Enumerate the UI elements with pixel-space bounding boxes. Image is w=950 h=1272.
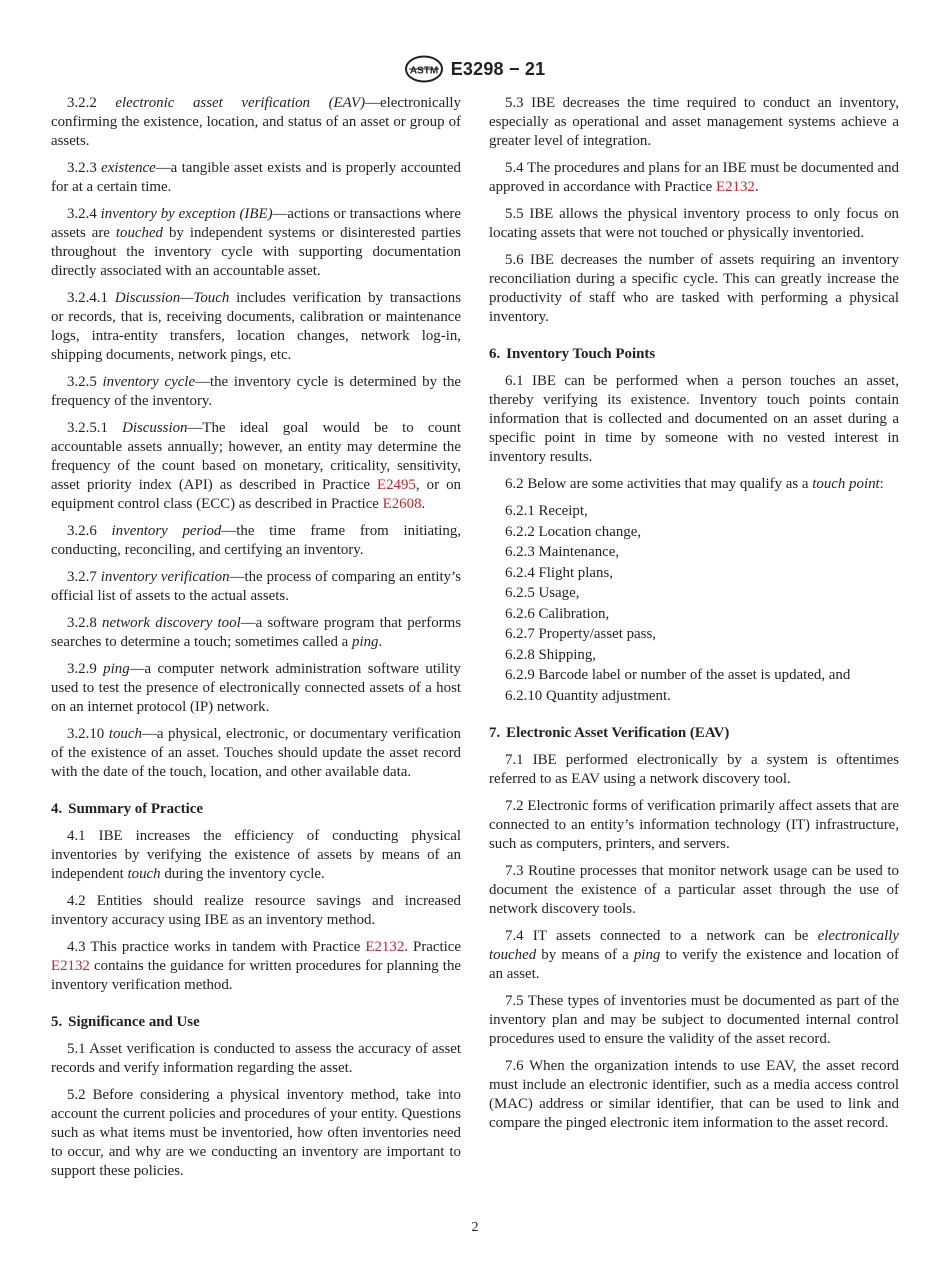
- text-run: 7.5 These types of inventories must be documented as part of the inventory plan and may be subject to documented internal control procedures used to ensure the validity of the asset record.: [489, 992, 899, 1047]
- astm-logo-text: ASTM: [409, 65, 438, 77]
- italic-term: network discovery tool: [102, 615, 241, 631]
- italic-term: touch point: [812, 476, 880, 492]
- text-run: 3.2.3: [67, 160, 102, 176]
- italic-term: inventory verification: [100, 569, 230, 585]
- document-designation: E3298 − 21: [450, 58, 546, 79]
- text-run: 3.2.6: [67, 523, 112, 539]
- text-run: —electronically confirming the existence, location, and status of an asset or group of assets.: [51, 95, 461, 149]
- section-title: Summary of Practice: [68, 801, 203, 817]
- italic-term: Discussion—Touch: [114, 290, 230, 306]
- paragraph: [51, 1040, 461, 1078]
- text-run: 4.3 This practice works in tandem with Practice: [67, 939, 366, 955]
- text-run: 5.1 Asset verification is conducted to assess the accuracy of asset records and verify information regarding the asset.: [51, 1041, 461, 1076]
- text-run: 3.2.10: [67, 726, 109, 742]
- text-run: —a tangible asset exists and is properly accounted for at a certain time.: [51, 160, 461, 195]
- text-run: .: [421, 496, 426, 512]
- text-run: 6.2.3 Maintenance,: [505, 544, 620, 560]
- italic-term: ping: [352, 634, 379, 650]
- paragraph: [489, 94, 899, 151]
- text-run: 3.2.4.1: [67, 290, 115, 306]
- section-heading: [489, 345, 899, 364]
- italic-term: Discussion: [122, 420, 188, 436]
- list-item: [489, 584, 899, 603]
- section-title: Significance and Use: [68, 1014, 200, 1030]
- text-run: 3.2.2: [67, 95, 116, 111]
- text-run: .: [378, 634, 383, 650]
- paragraph: [489, 992, 899, 1049]
- standard-reference-link[interactable]: E2495: [376, 477, 416, 493]
- text-run: 3.2.5.1: [67, 420, 123, 436]
- text-run: 7.6 When the organization intends to use EAV, the asset record must include an electronic identifier, such as a media access control (MAC) address or similar identifier, that can be used to link and compare the pinged electronic item information to the asset record.: [489, 1057, 899, 1131]
- text-run: 6.2 Below are some activities that may qualify as a: [505, 476, 813, 492]
- italic-term: inventory by exception (IBE): [100, 206, 273, 222]
- text-run: —a software program that performs searches to determine a touch; sometimes called a: [51, 615, 461, 650]
- text-run: 5.3 IBE decreases the time required to conduct an inventory, especially as operational and asset management systems achieve a greater level of integration.: [489, 95, 899, 149]
- text-run: , or on equipment control class (ECC) as described in Practice: [51, 477, 461, 512]
- text-run: 4.1 IBE increases the efficiency of conducting physical inventories by verifying the existence of assets by means of an independent: [51, 828, 461, 882]
- text-run: —a physical, electronic, or documentary verification of the existence of an asset. Touches should update the asset record with the date of the touch, location, and other available data.: [51, 726, 461, 780]
- text-run: :: [879, 476, 884, 492]
- italic-term: inventory period: [111, 523, 222, 539]
- text-run: 6.2.6 Calibration,: [505, 605, 610, 622]
- list-item: [489, 625, 899, 644]
- list-item: [489, 646, 899, 665]
- text-run: 6.2.9 Barcode label or number of the asset is updated, and: [505, 667, 851, 683]
- paragraph: [51, 1086, 461, 1181]
- standard-reference-link[interactable]: E2132: [715, 179, 755, 195]
- paragraph: [51, 660, 461, 717]
- paragraph: [51, 373, 461, 411]
- paragraph: [489, 159, 899, 197]
- text-run: 5.2 Before considering a physical inventory method, take into account the current policies and procedures of your entity. Questions such as what items must be inventoried, how often inventories need to occur, and why are we conducting an inventory are important to support these policies.: [51, 1087, 461, 1179]
- text-run: 5.4 The procedures and plans for an IBE must be documented and approved in accordance with Practice: [489, 160, 899, 195]
- text-run: 3.2.5: [67, 374, 103, 390]
- paragraph: [489, 475, 899, 494]
- italic-term: ping: [633, 946, 661, 963]
- paragraph: [51, 94, 461, 151]
- standard-reference-link[interactable]: E2132: [51, 958, 90, 974]
- section-heading: [51, 800, 461, 819]
- text-run: 7.1 IBE performed electronically by a system is oftentimes referred to as EAV using a network discovery tool.: [489, 751, 899, 787]
- paragraph: [51, 614, 461, 652]
- italic-term: touch: [127, 866, 161, 882]
- text-run: 5.5 IBE allows the physical inventory process to only focus on locating assets that were not touched or physically inventoried.: [489, 206, 899, 241]
- paragraph: [51, 289, 461, 365]
- text-run: 6.2.4 Flight plans,: [505, 564, 613, 581]
- paragraph: [51, 827, 461, 884]
- paragraph: [51, 419, 461, 514]
- italic-term: electronically touched: [489, 927, 899, 963]
- text-run: —the inventory cycle is determined by the frequency of the inventory.: [51, 374, 461, 409]
- astm-logo-icon: [405, 55, 443, 83]
- paragraph: [51, 568, 461, 606]
- text-run: 7.4 IT assets connected to a network can be: [505, 927, 818, 944]
- italic-term: ping: [103, 661, 130, 677]
- text-run: —actions or transactions where assets are: [51, 206, 461, 241]
- paragraph: [489, 927, 899, 984]
- left-column: [51, 94, 461, 1189]
- section-number: 4.: [51, 801, 63, 817]
- text-run: by means of a: [536, 946, 634, 963]
- text-run: 3.2.4: [67, 206, 101, 222]
- text-run: 6.2.10 Quantity adjustment.: [505, 687, 671, 704]
- section-title: Electronic Asset Verification (EAV): [506, 724, 730, 741]
- paragraph: [489, 862, 899, 919]
- text-run: 6.2.1 Receipt,: [505, 503, 588, 519]
- text-run: by independent systems or disinterested parties throughout the inventory cycle with supporting documentation directly associated with an accountable asset.: [51, 225, 461, 279]
- text-run: 7.3 Routine processes that monitor network usage can be used to document the existence of a particular asset through the use of network discovery tools.: [489, 862, 899, 917]
- text-run: contains the guidance for written procedures for planning the inventory verification method.: [51, 958, 461, 993]
- paragraph: [489, 372, 899, 467]
- italic-term: touched: [115, 225, 163, 241]
- standard-reference-link[interactable]: E2608: [382, 496, 422, 512]
- text-run: —the process of comparing an entity’s official list of assets to the actual assets.: [51, 569, 461, 604]
- text-run: —a computer network administration software utility used to test the presence of electronically connected assets of a host on an internet protocol (IP) network.: [51, 661, 461, 715]
- text-run: 6.2.8 Shipping,: [505, 646, 597, 663]
- italic-term: touch: [108, 726, 142, 742]
- text-run: 3.2.7: [67, 569, 101, 585]
- section-number: 7.: [489, 724, 501, 741]
- text-run: .: [754, 179, 759, 195]
- text-run: 4.2 Entities should realize resource savings and increased inventory accuracy using IBE as an inventory method.: [51, 893, 461, 928]
- text-run: . Practice: [404, 939, 461, 955]
- list-item: [489, 543, 899, 562]
- text-run: includes verification by transactions or records, that is, receiving documents, calibration or maintenance logs, intra-entity transfers, location changes, network log-in, shipping documents, network pings, etc.: [51, 290, 461, 363]
- paragraph: [489, 751, 899, 789]
- text-run: 6.2.2 Location change,: [505, 523, 642, 540]
- paragraph: [489, 251, 899, 327]
- italic-term: existence: [101, 160, 156, 176]
- text-run: —The ideal goal would be to count accountable assets annually; however, an entity may determine the frequency of the count based on monetary, criticality, sensitivity, asset priority index (API) as described in Practice: [51, 420, 461, 493]
- text-run: 6.2.5 Usage,: [505, 585, 580, 601]
- list-item: [489, 687, 899, 706]
- right-column: [489, 94, 899, 1141]
- section-title: Inventory Touch Points: [506, 346, 656, 362]
- text-run: 6.1 IBE can be performed when a person touches an asset, thereby verifying its existence. Inventory touch points contain information that is collected and documented on an asset during a specific point in time by someone with no vested interest in inventory results.: [489, 373, 899, 465]
- section-number: 6.: [489, 346, 501, 362]
- paragraph: [51, 205, 461, 281]
- section-heading: [489, 724, 899, 743]
- list-item: [489, 666, 899, 685]
- paragraph: [489, 205, 899, 243]
- paragraph: [51, 522, 461, 560]
- paragraph: [51, 892, 461, 930]
- paragraph: [489, 1057, 899, 1133]
- text-run: during the inventory cycle.: [160, 866, 325, 882]
- list-item: [489, 502, 899, 521]
- text-run: 3.2.9: [67, 661, 104, 677]
- list-item: [489, 523, 899, 542]
- text-run: 5.6 IBE decreases the number of assets requiring an inventory reconciliation during a specific cycle. This can greatly increase the productivity of staff who are tasked with performing a physical inventory.: [489, 252, 899, 325]
- page-header: [0, 54, 950, 84]
- section-heading: [51, 1013, 461, 1032]
- paragraph: [489, 797, 899, 854]
- text-run: —the time frame from initiating, conducting, reconciling, and certifying an inventory.: [51, 523, 461, 558]
- paragraph: [51, 938, 461, 995]
- text-run: 7.2 Electronic forms of verification primarily affect assets that are connected to an entity’s information technology (IT) infrastructure, such as computers, printers, and servers.: [489, 797, 899, 852]
- paragraph: [51, 159, 461, 197]
- page-number: 2: [471, 1220, 479, 1235]
- italic-term: electronic asset verification (EAV): [115, 95, 366, 111]
- section-number: 5.: [51, 1014, 63, 1030]
- text-run: 6.2.7 Property/asset pass,: [505, 626, 656, 642]
- text-run: to verify the existence and location of an asset.: [489, 946, 900, 982]
- text-run: 3.2.8: [67, 615, 103, 631]
- italic-term: inventory cycle: [102, 374, 196, 390]
- standard-reference-link[interactable]: E2132: [365, 939, 405, 955]
- list-item: [489, 605, 899, 624]
- paragraph: [51, 725, 461, 782]
- list-item: [489, 564, 899, 583]
